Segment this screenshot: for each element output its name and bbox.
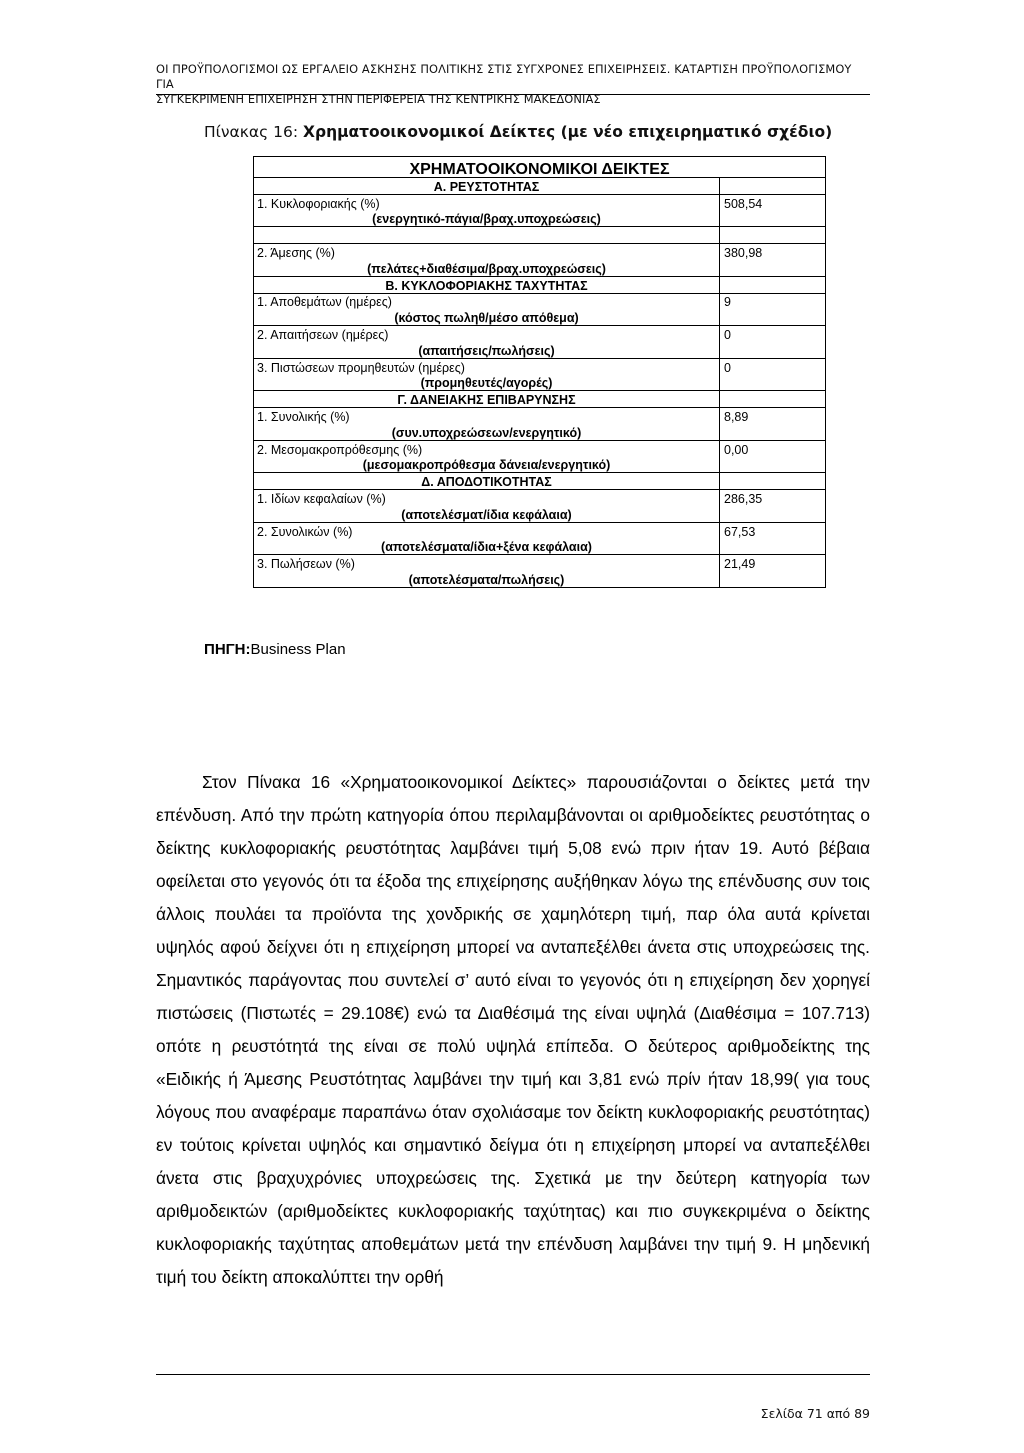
table-source	[204, 641, 346, 658]
indicator-formula: (μεσομακροπρόθεσμα δάνεια/ενεργητικό)	[254, 457, 720, 473]
body-paragraph: Στον Πίνακα 16 «Χρηματοοικονομικοί Δείκτες» παρουσιάζονται ο δείκτες μετά την επένδυση. Από την πρώτη κατηγορία όπου περιλαμβάνονται οι αριθμοδείκτες ρευστότητας ο δείκτης κυκλοφοριακής ρευστότητας λαμβάνει τιμή 5,08 ενώ πριν ήταν 19. Αυτό βέβαια οφείλεται στο γεγονός ότι τα έξοδα της επιχείρησης αυξήθηκαν λόγω της επένδυσης συν τοις άλλοις πουλάει τα προϊόντα της χονδρικής σε χαμηλότερη τιμή, παρ όλα αυτά κρίνεται υψηλός αφού δείχνει ότι η επιχείρηση μπορεί να ανταπεξέλθει άνετα στις υποχρεώσεις της. Σημαντικός παράγοντας που συντελεί σ’ αυτό είναι το γεγονός ότι η επιχείρηση δεν χορηγεί πιστώσεις (Πιστωτές = 29.108€) ενώ τα Διαθέσιμά της είναι υψηλά (Διαθέσιμα = 107.713) οπότε η ρευστότητά της είναι σε πολύ υψηλά επίπεδα. Ο δεύτερος αριθμοδείκτης της «Ειδικής ή Άμεσης Ρευστότητας λαμβάνει την τιμή και 3,81 ενώ πρίν ήταν 18,99( για τους λόγους που αναφέραμε παραπάνω όταν σχολιάσαμε τον δείκτη κυκλοφοριακής ρευστότητας) εν τούτοις κρίνεται υψηλός και σημαντικό δείγμα ότι η επιχείρηση μπορεί να ανταπεξέλθει άνετα στις βραχυχρόνιες υποχρεώσεις της. Σχετικά με την δεύτερη κατηγορία των αριθμοδεικτών (αριθμοδείκτες κυκλοφοριακής ταχύτητας) και πιο συγκεκριμένα ο δείκτης κυκλοφοριακής ταχύτητας αποθεμάτων μετά την επένδυση λαμβάνει την τιμή 9. Η μηδενική τιμή του δείκτη αποκαλύπτει την ορθή	[156, 772, 870, 1287]
section-heading-profitability: Δ. ΑΠΟΔΟΤΙΚΟΤΗΤΑΣ	[254, 473, 720, 490]
indicator-formula: (προμηθευτές/αγορές)	[254, 375, 720, 391]
indicator-label: 1. Ιδίων κεφαλαίων (%)	[257, 491, 386, 506]
table-caption	[204, 123, 832, 141]
indicator-formula: (απαιτήσεις/πωλήσεις)	[254, 342, 720, 358]
indicator-label: 1. Αποθεμάτων (ημέρες)	[257, 295, 392, 310]
source-label: ΠΗΓΗ:	[204, 641, 251, 658]
indicator-value: 21,49	[720, 555, 826, 571]
indicator-value: 286,35	[720, 490, 826, 506]
indicator-formula: (αποτελέσματα/πωλήσεις)	[408, 572, 565, 587]
indicator-value: 0	[720, 326, 826, 342]
caption-title: Χρηματοοικονομικοί Δείκτες (με νέο επιχειρηματικό σχέδιο)	[303, 123, 833, 141]
indicator-label: 3. Πιστώσεων προμηθευτών (ημέρες)	[257, 360, 465, 375]
running-header	[156, 62, 870, 107]
section-heading-liquidity: Α. ΡΕΥΣΤΟΤΗΤΑΣ	[254, 178, 720, 195]
header-line-1: ΟΙ ΠΡΟΫΠΟΛΟΓΙΣΜΟΙ ΩΣ ΕΡΓΑΛΕΙΟ ΑΣΚΗΣΗΣ ΠΟΛΙΤΙΚΗΣ ΣΤΙΣ ΣΥΓΧΡΟΝΕΣ ΕΠΙΧΕΙΡΗΣΕΙΣ. ΚΑΤΑΡΤΙΣΗ ΠΡΟΫΠΟΛΟΓΙΣΜΟΥ ΓΙΑ	[156, 62, 852, 91]
indicator-formula: (ενεργητικό-πάγια/βραχ.υποχρεώσεις)	[254, 211, 720, 227]
indicator-label: 1. Κυκλοφοριακής (%)	[257, 196, 380, 211]
indicator-value: 9	[720, 293, 826, 309]
indicator-formula: (κόστος πωληθ/μέσο απόθεμα)	[254, 309, 720, 325]
indicator-formula: (συν.υποχρεώσεων/ενεργητικό)	[254, 424, 720, 440]
body-text	[156, 766, 870, 1294]
indicator-label: 2. Συνολικών (%)	[257, 524, 353, 539]
indicator-label: 2. Μεσομακροπρόθεσμης (%)	[257, 442, 423, 457]
section-heading-turnover: Β. ΚΥΚΛΟΦΟΡΙΑΚΗΣ ΤΑΧΥΤΗΤΑΣ	[254, 276, 720, 293]
indicator-label: 3. Πωλήσεων (%)	[257, 557, 355, 572]
blank-row	[254, 227, 720, 244]
indicator-formula: (αποτελέσματα/ίδια+ξένα κεφάλαια)	[254, 539, 720, 555]
financial-indicators-table	[253, 156, 826, 588]
section-heading-leverage: Γ. ΔΑΝΕΙΑΚΗΣ ΕΠΙΒΑΡΥΝΣΗΣ	[254, 391, 720, 408]
page-number: Σελίδα 71 από 89	[760, 1406, 870, 1421]
source-text: Business Plan	[250, 641, 346, 658]
indicator-label: 1. Συνολικής (%)	[257, 409, 350, 424]
indicator-value: 380,98	[720, 244, 826, 260]
header-divider	[156, 94, 870, 95]
indicator-formula: (αποτελέσματ/ίδια κεφάλαια)	[254, 506, 720, 522]
indicator-value: 8,89	[720, 408, 826, 424]
table-title: ΧΡΗΜΑΤΟΟΙΚΟΝΟΜΙΚΟΙ ΔΕΙΚΤΕΣ	[254, 157, 826, 178]
indicator-label: 2. Απαιτήσεων (ημέρες)	[257, 327, 389, 342]
indicator-formula: (πελάτες+διαθέσιμα/βραχ.υποχρεώσεις)	[254, 260, 720, 276]
indicator-label: 2. Άμεσης (%)	[257, 245, 335, 260]
indicator-value: 0	[720, 358, 826, 374]
footer-divider	[156, 1374, 870, 1375]
indicator-value: 67,53	[720, 522, 826, 538]
header-line-2: ΣΥΓΚΕΚΡΙΜΕΝΗ ΕΠΙΧΕΙΡΗΣΗ ΣΤΗΝ ΠΕΡΙΦΕΡΕΙΑ ΤΗΣ ΚΕΝΤΡΙΚΗΣ ΜΑΚΕΔΟΝΙΑΣ	[156, 92, 601, 106]
indicator-value: 0,00	[720, 440, 826, 456]
caption-prefix: Πίνακας 16:	[204, 123, 304, 141]
indicator-value: 508,54	[720, 194, 826, 210]
